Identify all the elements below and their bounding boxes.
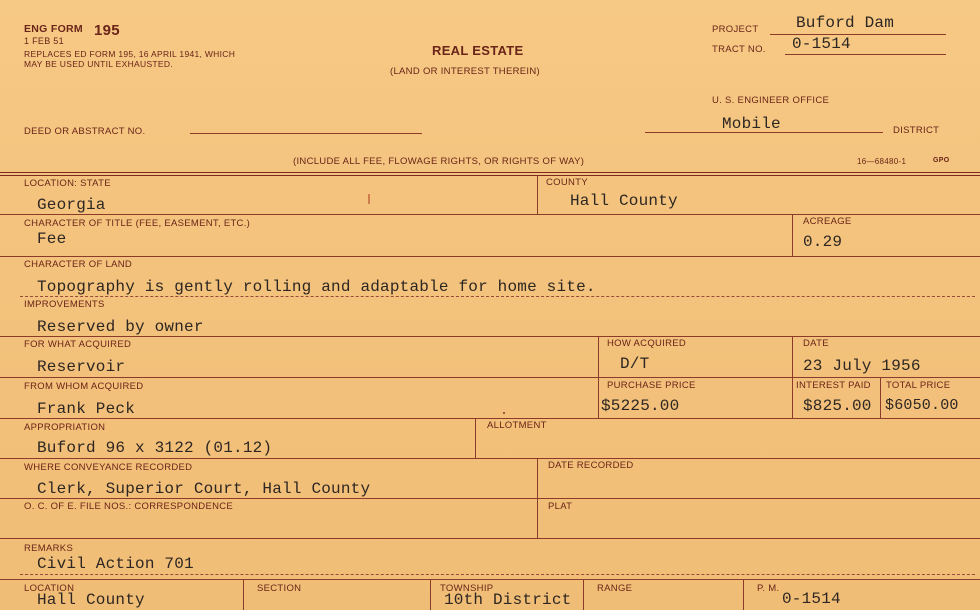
total-price-label: TOTAL PRICE <box>886 380 951 391</box>
county-value: Hall County <box>570 192 678 210</box>
vline-how-acquired <box>598 336 599 418</box>
vline-township <box>430 579 431 610</box>
rule-7 <box>0 498 980 499</box>
remarks-value: Civil Action 701 <box>37 555 194 573</box>
tract-label: TRACT NO. <box>712 44 766 55</box>
county-label: COUNTY <box>546 177 588 188</box>
land-character-label: CHARACTER OF LAND <box>24 259 133 270</box>
plat-label: PLAT <box>548 501 573 512</box>
pm-value: 0-1514 <box>782 590 841 608</box>
interest-paid-label: INTEREST PAID <box>796 380 871 391</box>
tract-line <box>785 54 946 55</box>
conveyance-value: Clerk, Superior Court, Hall County <box>37 480 371 498</box>
gpo-code: 16—68480-1 <box>857 157 907 166</box>
vline-date <box>792 336 793 418</box>
rule-8 <box>0 538 980 539</box>
location-value: Hall County <box>37 591 145 609</box>
remarks-label: REMARKS <box>24 543 74 554</box>
acquired-for-label: FOR WHAT ACQUIRED <box>24 339 132 350</box>
vline-county <box>537 175 538 214</box>
improvements-label: IMPROVEMENTS <box>24 299 105 310</box>
deed-label: DEED OR ABSTRACT NO. <box>24 126 146 137</box>
conveyance-label: WHERE CONVEYANCE RECORDED <box>24 462 193 473</box>
form-date: 1 FEB 51 <box>24 36 64 46</box>
location-label: LOCATION <box>24 583 75 594</box>
vline-range <box>583 579 584 610</box>
dashed-rule-remarks <box>20 574 975 576</box>
rule-3 <box>0 336 980 337</box>
purchase-price-value: $5225.00 <box>601 397 680 415</box>
vline-pm <box>743 579 744 610</box>
township-value: 10th District <box>444 591 572 609</box>
allotment-label: ALLOTMENT <box>487 420 547 431</box>
project-label: PROJECT <box>712 24 759 35</box>
appropriation-label: APPROPRIATION <box>24 422 106 433</box>
file-nos-label: O. C. OF E. FILE NOS.: CORRESPONDENCE <box>24 501 234 512</box>
district-label: DISTRICT <box>893 125 940 136</box>
replaces-line-2: MAY BE USED UNTIL EXHAUSTED. <box>24 59 173 69</box>
how-acquired-label: HOW ACQUIRED <box>607 338 687 349</box>
ink-mark <box>368 194 370 204</box>
project-value: Buford Dam <box>796 14 895 32</box>
rule-5 <box>0 418 980 419</box>
deed-line <box>190 133 422 134</box>
pm-label: P. M. <box>757 583 780 594</box>
tract-value: 0-1514 <box>792 35 851 53</box>
rule-top-2 <box>0 175 980 176</box>
district-value: Mobile <box>722 115 781 133</box>
total-price-value: $6050.00 <box>885 397 959 414</box>
location-state-label: LOCATION: STATE <box>24 178 111 189</box>
form-title: REAL ESTATE <box>432 43 524 58</box>
appropriation-value: Buford 96 x 3122 (01.12) <box>37 439 273 457</box>
vline-total <box>880 377 881 418</box>
paper-speck <box>503 412 505 414</box>
acquired-for-value: Reservoir <box>37 358 126 376</box>
vline-recorded <box>537 458 538 538</box>
date-recorded-label: DATE RECORDED <box>548 460 634 471</box>
vline-section <box>243 579 244 610</box>
dashed-rule-land <box>20 296 975 298</box>
date-label: DATE <box>803 338 829 349</box>
rule-top-1 <box>0 172 980 173</box>
include-note: (INCLUDE ALL FEE, FLOWAGE RIGHTS, OR RIGHTS OF WAY) <box>293 156 585 167</box>
title-character-value: Fee <box>37 230 67 248</box>
rule-2 <box>0 256 980 257</box>
title-character-label: CHARACTER OF TITLE (FEE, EASEMENT, ETC.) <box>24 218 251 229</box>
rule-4 <box>0 377 980 378</box>
acquired-from-label: FROM WHOM ACQUIRED <box>24 381 144 392</box>
rule-1 <box>0 214 980 215</box>
land-character-value: Topography is gently rolling and adaptable for home site. <box>37 278 596 296</box>
vline-acreage <box>792 214 793 256</box>
gpo-mark: GPO <box>933 157 950 164</box>
engineer-office-label: U. S. ENGINEER OFFICE <box>712 95 830 106</box>
rule-6 <box>0 458 980 459</box>
improvements-value: Reserved by owner <box>37 318 204 336</box>
acquired-from-value: Frank Peck <box>37 400 136 418</box>
location-state-value: Georgia <box>37 196 106 214</box>
form-subtitle: (LAND OR INTEREST THEREIN) <box>390 66 540 77</box>
vline-allotment <box>475 418 476 458</box>
rule-9 <box>0 579 980 580</box>
date-value: 23 July 1956 <box>803 357 921 375</box>
interest-paid-value: $825.00 <box>803 397 872 415</box>
acreage-label: ACREAGE <box>803 216 852 227</box>
how-acquired-value: D/T <box>620 355 650 373</box>
form-number: 195 <box>94 22 120 39</box>
section-label: SECTION <box>257 583 302 594</box>
purchase-price-label: PURCHASE PRICE <box>607 380 696 391</box>
township-label: TOWNSHIP <box>440 583 494 594</box>
range-label: RANGE <box>597 583 633 594</box>
acreage-value: 0.29 <box>803 233 843 251</box>
replaces-line-1: REPLACES ED FORM 195, 16 APRIL 1941, WHICH <box>24 49 236 59</box>
form-label: ENG FORM <box>24 23 83 35</box>
